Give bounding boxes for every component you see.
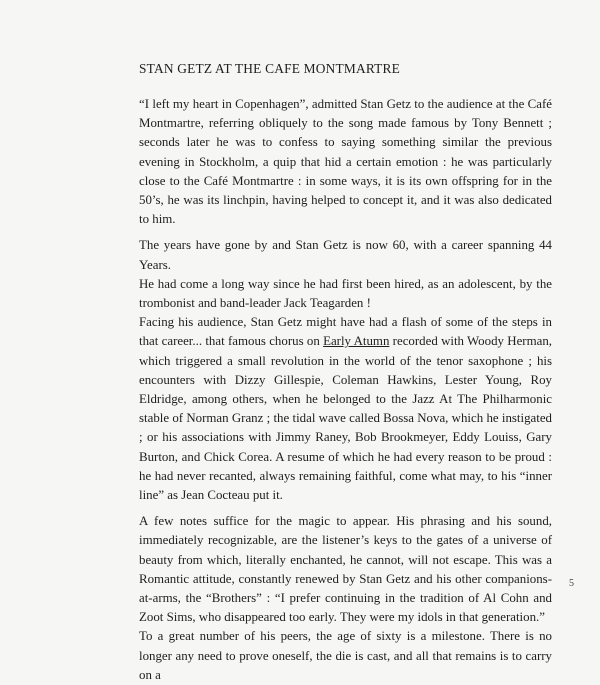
paragraph-teagarden: He had come a long way since he had first been hired, as an adolescent, by the trombonist and band-leader Jack Teagarden !: [139, 276, 552, 311]
page-number: 5: [569, 578, 574, 589]
document-page: [139, 60, 552, 685]
paragraph-milestone: To a great number of his peers, the age of sixty is a milestone. There is no longer any need to prove oneself, the die is cast, and all that remains is to carry on a: [139, 629, 552, 682]
career-steps-text-before: Facing his audience, Stan Getz might have had a flash of some of the steps in that career... that famous chorus on: [139, 315, 552, 349]
paragraph-career-steps: [139, 313, 552, 505]
career-steps-text-after: recorded with Woody Herman, which triggered a small revolution in the world of the tenor saxophone ; his encounters with Dizzy Gillespie, Coleman Hawkins, Lester Young, Roy Eldridge, among others, when he belonged to the Jazz At The Philharmonic stable of Norman Granz ; the tidal wave called Bossa Nova, which he instigated ; or his associations with Jimmy Raney, Bob Brookmeyer, Eddy Louiss, Gary Burton, and Chick Corea. A resume of which he had every reason to be proud : he had never recanted, always remaining faithful, come what may, to his “inner line” as Jean Cocteau put it.: [139, 334, 552, 503]
paragraph-career-years: The years have gone by and Stan Getz is now 60, with a career spanning 44 Years.: [139, 238, 552, 272]
page-title: STAN GETZ AT THE CAFE MONTMARTRE: [139, 61, 401, 76]
paragraph-gap: [139, 229, 552, 236]
paragraph-gap: [139, 505, 552, 512]
paragraph-magic: A few notes suffice for the magic to appear. His phrasing and his sound, immediately recognizable, are the listener’s keys to the gates of a universe of beauty from which, literally enchanted, he cannot, will not escape. This was a Romantic attitude, constantly renewed by Stan Getz and his other companions-at-arms, the “Brothers” : “I prefer continuing in the tradition of Al Cohn and Zoot Sims, who disappeared too early. They were my idols in that generation.”: [139, 514, 552, 625]
paragraph-intro: “I left my heart in Copenhagen”, admitted Stan Getz to the audience at the Café Montmartre, referring obliquely to the song made famous by Tony Bennett ; seconds later he was to confess to saying something similar the previous evening in Stockholm, a quip that hid a certain emotion : he was particularly close to the Café Montmartre : in some ways, it is its own offspring for in the 50’s, he was its linchpin, having helped to concept it, and it was also dedicated to him.: [139, 97, 552, 227]
early-autumn-title: Early Atumn: [323, 334, 390, 349]
